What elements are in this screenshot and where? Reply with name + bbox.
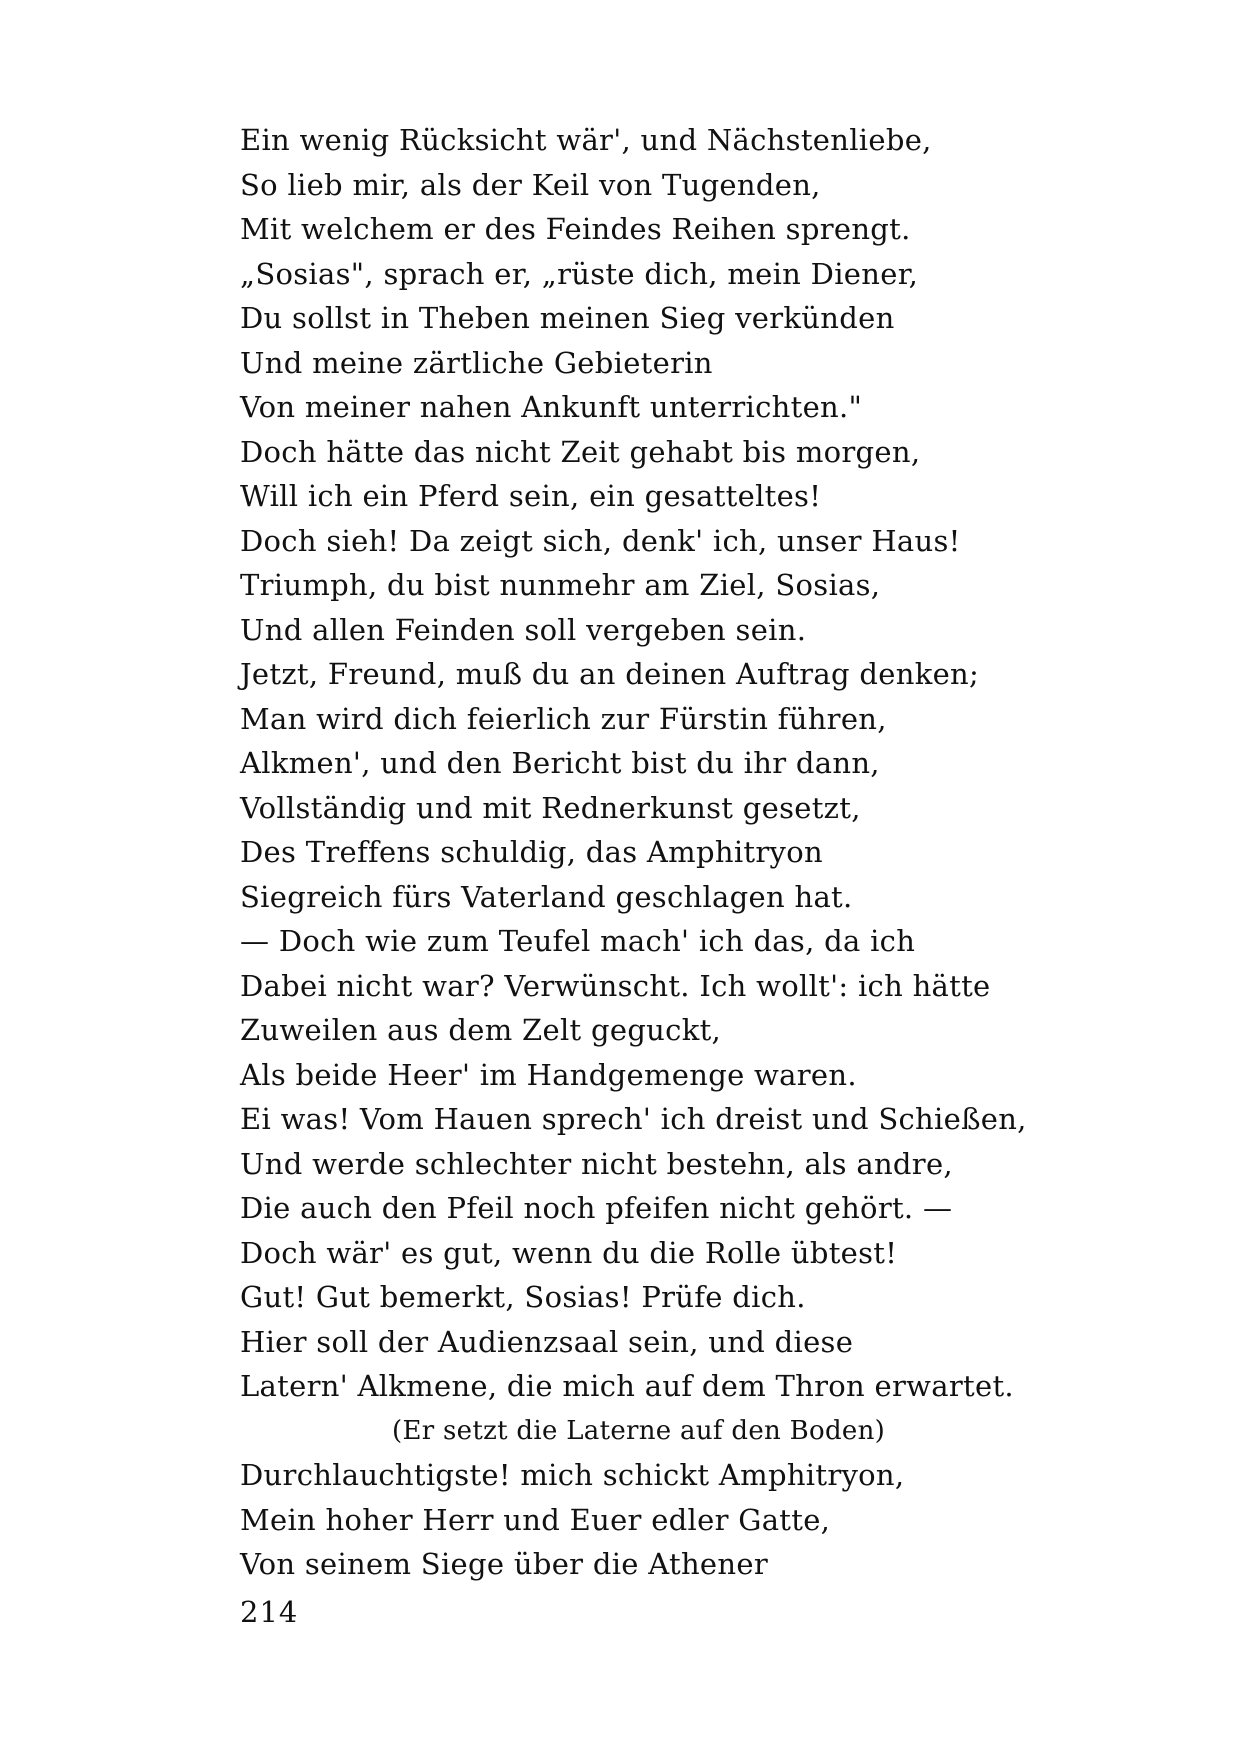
verse-line: Und werde schlechter nicht bestehn, als andre, — [240, 1146, 953, 1181]
verse-line: Latern' Alkmene, die mich auf dem Thron erwartet. — [240, 1369, 1014, 1403]
verse-line: Die auch den Pfeil noch pfeifen nicht gehört. — — [240, 1191, 953, 1225]
verse-line: Durchlauchtigste! mich schickt Amphitryon, — [240, 1458, 905, 1492]
verse-line: Du sollst in Theben meinen Sieg verkünden — [240, 301, 895, 335]
verse-line: Als beide Heer' im Handgemenge waren. — [240, 1057, 857, 1092]
verse-line: So lieb mir, als der Keil von Tugenden, — [240, 167, 821, 202]
verse-line: Jetzt, Freund, muß du an deinen Auftrag denken; — [240, 657, 980, 691]
verse-line: Triumph, du bist nunmehr am Ziel, Sosias, — [240, 568, 881, 602]
verse-line: Alkmen', und den Bericht bist du ihr dann, — [240, 746, 880, 780]
verse-line: Doch wär' es gut, wenn du die Rolle übtest! — [240, 1235, 898, 1270]
verse-line: Ein wenig Rücksicht wär', und Nächstenliebe, — [240, 123, 932, 157]
page-number: 214 — [240, 1595, 299, 1629]
verse-line: Ei was! Vom Hauen sprech' ich dreist und Schießen, — [240, 1102, 1027, 1136]
verse-text — [240, 118, 1040, 1587]
verse-line: „Sosias", sprach er, „rüste dich, mein Diener, — [240, 256, 919, 291]
verse-line: Man wird dich feierlich zur Fürstin führen, — [240, 701, 887, 736]
verse-line: Mein hoher Herr und Euer edler Gatte, — [240, 1502, 831, 1537]
verse-line: — Doch wie zum Teufel mach' ich das, da ich — [240, 924, 916, 958]
verse-line: Siegreich fürs Vaterland geschlagen hat. — [240, 879, 853, 914]
verse-line: Zuweilen aus dem Zelt geguckt, — [240, 1013, 722, 1047]
verse-line: Und allen Feinden soll vergeben sein. — [240, 612, 807, 647]
verse-line: Doch hätte das nicht Zeit gehabt bis morgen, — [240, 434, 921, 469]
verse-line: Mit welchem er des Feindes Reihen sprengt. — [240, 212, 911, 246]
verse-line: Und meine zärtliche Gebieterin — [240, 345, 713, 380]
verse-line: Von meiner nahen Ankunft unterrichten." — [240, 390, 863, 424]
verse-line: Hier soll der Audienzsaal sein, und diese — [240, 1324, 854, 1359]
verse-line: Von seinem Siege über die Athener — [240, 1547, 768, 1581]
verse-line: Doch sieh! Da zeigt sich, denk' ich, unser Haus! — [240, 523, 961, 558]
verse-line: Gut! Gut bemerkt, Sosias! Prüfe dich. — [240, 1280, 806, 1314]
verse-line: Des Treffens schuldig, das Amphitryon — [240, 835, 823, 869]
verse-line: Vollständig und mit Rednerkunst gesetzt, — [240, 790, 861, 825]
stage-direction: (Er setzt die Laterne auf den Boden) — [392, 1415, 886, 1446]
verse-line: Dabei nicht war? Verwünscht. Ich wollt': ich hätte — [240, 968, 991, 1003]
verse-line: Will ich ein Pferd sein, ein gesatteltes! — [240, 479, 822, 513]
